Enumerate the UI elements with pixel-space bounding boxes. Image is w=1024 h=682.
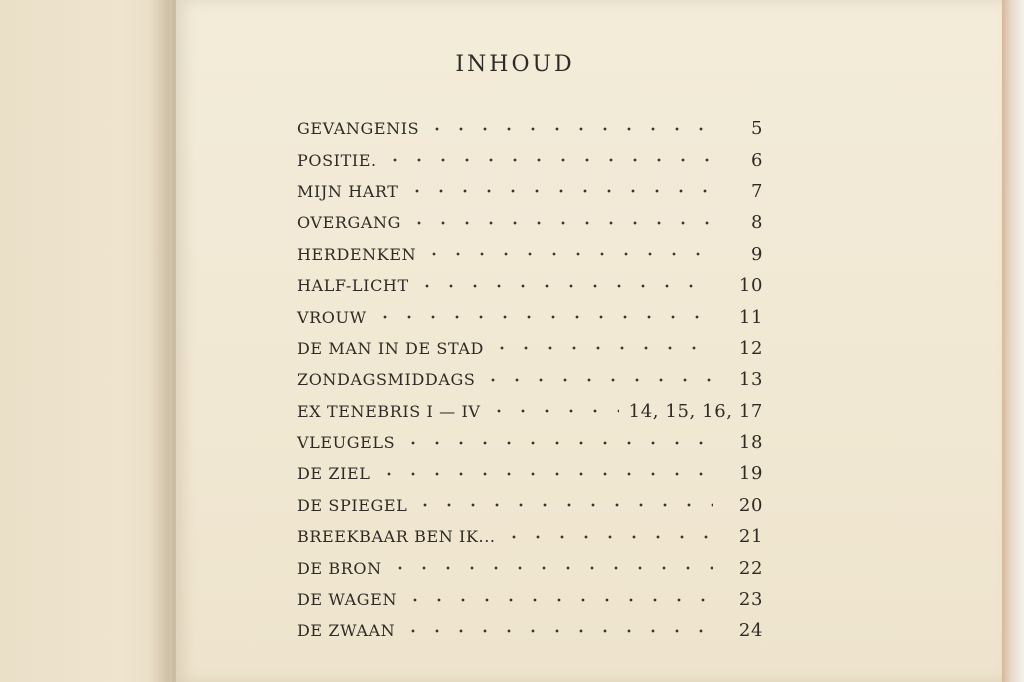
toc-entry-title: ZONDAGSMIDDAGS	[297, 370, 476, 390]
toc-entry	[297, 458, 777, 489]
toc-entry-title: EX TENEBRIS I — IV	[297, 401, 481, 421]
toc-entry	[297, 490, 777, 521]
toc-entry-page: 10	[738, 275, 763, 297]
left-page	[0, 0, 172, 682]
toc-entry-page: 14, 15, 16, 17	[628, 400, 763, 422]
toc-entry-page: 7	[750, 180, 763, 202]
toc-entry-title: DE WAGEN	[297, 590, 398, 610]
toc-entry-page: 18	[738, 432, 763, 454]
dot-leader	[490, 340, 713, 356]
toc-entry-page: 11	[738, 306, 763, 328]
toc-entry-title: VROUW	[297, 307, 367, 327]
toc-entry-page: 8	[750, 212, 763, 234]
dot-leader	[502, 529, 713, 545]
toc-entry-page: 23	[738, 589, 763, 611]
dot-leader	[388, 560, 713, 576]
dot-leader	[401, 623, 713, 639]
toc-entry	[297, 239, 777, 270]
dot-leader	[403, 592, 713, 608]
toc-entry	[297, 364, 777, 395]
toc-entry	[297, 521, 777, 552]
toc-entry-page: 22	[738, 557, 763, 579]
toc-entry	[297, 207, 777, 238]
toc-entry	[297, 113, 777, 144]
dot-leader	[383, 152, 713, 168]
dot-leader	[373, 309, 713, 325]
toc-entry-page: 5	[750, 118, 763, 140]
toc-entry	[297, 396, 777, 427]
toc-entry-page: 12	[738, 337, 763, 359]
toc-entry-title: POSITIE.	[297, 150, 377, 170]
toc-entry-title: GEVANGENIS	[297, 119, 420, 139]
dot-leader	[487, 403, 619, 419]
toc-entry-title: MIJN HART	[297, 181, 399, 201]
dot-leader	[481, 372, 713, 388]
toc-entry-title: DE ZIEL	[297, 464, 371, 484]
toc-entry-title: OVERGANG	[297, 213, 402, 233]
toc-entry-title: DE ZWAAN	[297, 621, 396, 641]
dot-leader	[401, 435, 713, 451]
toc-entry-page: 20	[738, 494, 763, 516]
toc-entry-page: 9	[750, 243, 763, 265]
toc-entry	[297, 270, 777, 301]
dot-leader	[413, 497, 713, 513]
page-title: INHOUD	[455, 52, 575, 77]
toc-entry	[297, 584, 777, 615]
dot-leader	[407, 215, 713, 231]
toc-entry-page: 6	[750, 149, 763, 171]
toc-entry	[297, 552, 777, 583]
toc-entry	[297, 301, 777, 332]
toc-entry-page: 21	[738, 526, 763, 548]
toc-entry	[297, 333, 777, 364]
toc-entry	[297, 176, 777, 207]
toc-entry-title: DE SPIEGEL	[297, 495, 408, 515]
toc-entry	[297, 427, 777, 458]
dot-leader	[377, 466, 713, 482]
toc-entry	[297, 615, 777, 646]
toc-entry-title: HERDENKEN	[297, 244, 417, 264]
page-edge	[1002, 0, 1024, 682]
dot-leader	[405, 183, 713, 199]
toc-entry-title: DE MAN IN DE STAD	[297, 338, 484, 358]
toc-entry-page: 24	[738, 620, 763, 642]
toc-entry-page: 13	[738, 369, 763, 391]
dot-leader	[425, 121, 713, 137]
dot-leader	[415, 278, 713, 294]
table-of-contents	[297, 113, 777, 647]
dot-leader	[422, 246, 713, 262]
toc-entry-title: BREEKBAAR BEN IK...	[297, 527, 496, 547]
toc-entry-title: HALF-LICHT	[297, 276, 409, 296]
toc-entry	[297, 144, 777, 175]
toc-entry-title: DE BRON	[297, 558, 382, 578]
toc-entry-title: VLEUGELS	[297, 433, 396, 453]
toc-entry-page: 19	[738, 463, 763, 485]
